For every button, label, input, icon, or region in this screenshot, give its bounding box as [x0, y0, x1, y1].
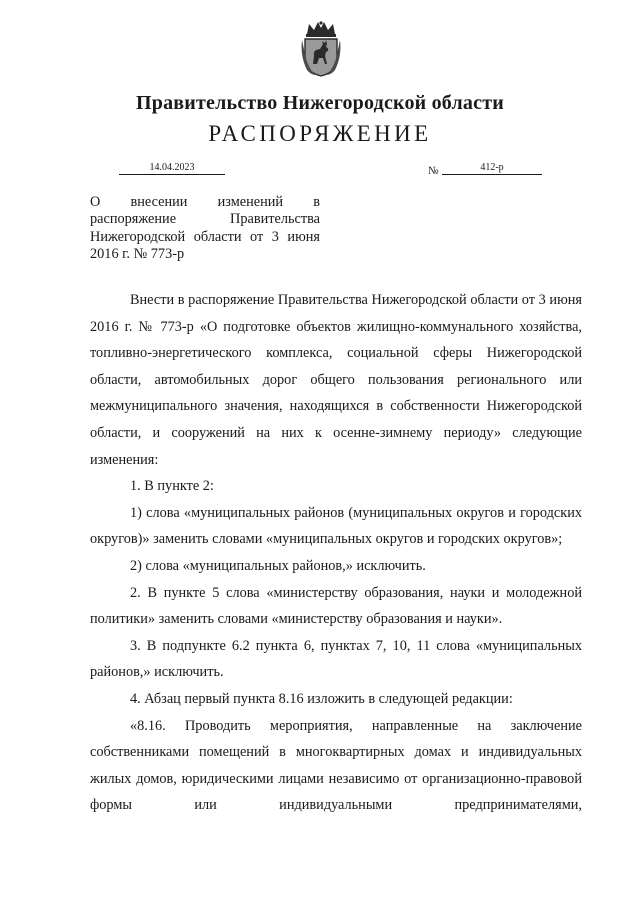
paragraph-item-3: 3. В подпункте 6.2 пункта 6, пунктах 7, 10, 11 слова «муниципальных районов,» исключить. — [90, 637, 582, 681]
document-date: 14.04.2023 — [119, 161, 225, 175]
number-label: № — [428, 165, 439, 177]
paragraph-item-1: 1. В пункте 2: — [130, 478, 214, 495]
organization-title: Правительство Нижегородской области — [136, 92, 504, 114]
paragraph-quote-8-16: «8.16. Проводить мероприятия, направленные на заключение собственниками помещений в многоквартирных домах и индивидуальных жилых домов, юридическими лицами независимо от организационно-правовой формы или индивидуальными предпринимателями, — [90, 717, 582, 814]
paragraph-item-2: 2. В пункте 5 слова «министерству образования, науки и молодежной политики» заменить словами «министерству образования и науки». — [90, 584, 582, 628]
paragraph-intro: Внести в распоряжение Правительства Нижегородской области от 3 июня 2016 г. № 773-р «О подготовке объектов жилищно-коммунального хозяйства, топливно-энергетического комплекса, социальной сферы Нижегородской области, автомобильных дорог общего пользования регионального или межмуниципального значения, находящихся в собственности Нижегородской области, и сооружений на них к осенне-зимнему периоду» следующие изменения: — [90, 292, 582, 468]
document-subject: О внесении изменений в распоряжение Правительства Нижегородской области от 3 июня 2016 г. № 773-р — [90, 194, 320, 263]
paragraph-subitem-2: 2) слова «муниципальных районов,» исключить. — [130, 557, 426, 574]
document-body — [90, 287, 582, 819]
document-number: 412-р — [442, 161, 542, 175]
paragraph-subitem-1: 1) слова «муниципальных районов (муниципальных округов и городских округов)» заменить словами «муниципальных округов и городских округов»; — [90, 504, 582, 548]
paragraph-item-4: 4. Абзац первый пункта 8.16 изложить в следующей редакции: — [130, 690, 513, 707]
document-type-heading: РАСПОРЯЖЕНИЕ — [208, 121, 432, 146]
nizhny-novgorod-coat-of-arms-icon — [299, 20, 343, 78]
